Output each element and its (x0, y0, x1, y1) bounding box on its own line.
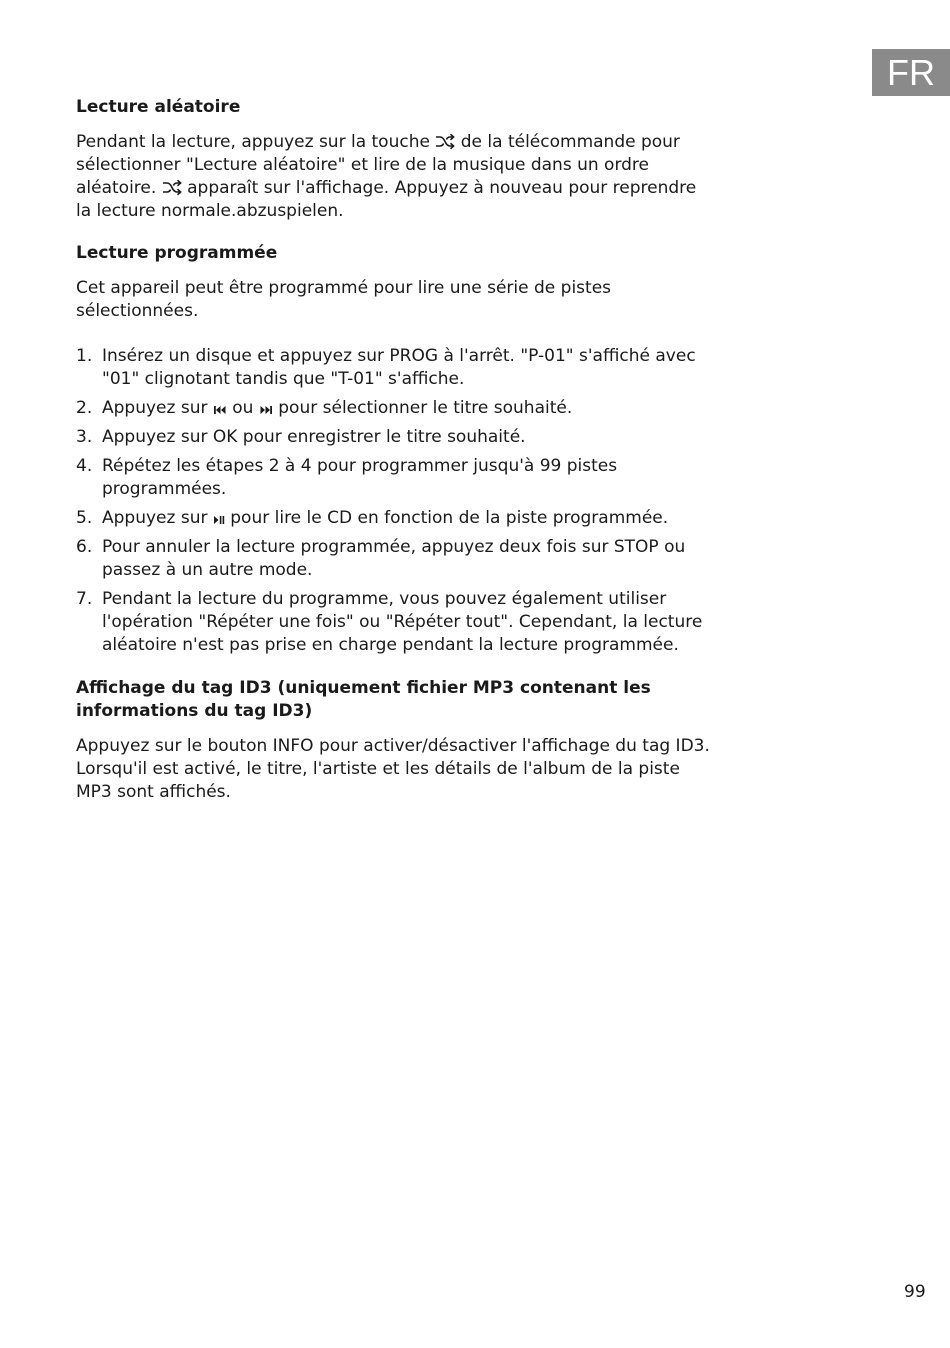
list-item (76, 345, 716, 391)
page-content (76, 95, 716, 804)
random-text-part1: Pendant la lecture, appuyez sur la touche (76, 132, 430, 152)
step-text: pour sélectionner le titre souhaité. (278, 398, 573, 418)
program-steps-list (76, 345, 716, 657)
step-text: Pour annuler la lecture programmée, appuyez deux fois sur STOP ou passez à un autre mode. (102, 537, 686, 580)
list-item (76, 426, 716, 449)
step-text: Pendant la lecture du programme, vous pouvez également utiliser l'opération "Répéter une fois" ou "Répéter tout". Cependant, la lecture aléatoire n'est pas prise en charge pendant la lecture programmée. (102, 589, 703, 655)
section-random-play (76, 96, 716, 223)
play-pause-icon (213, 514, 225, 526)
random-text-part3: apparaît sur l'affichage. Appuyez à nouveau pour reprendre la lecture normale.abzuspielen. (76, 178, 697, 221)
section-title-program: Lecture programmée (76, 243, 278, 263)
section-title-id3: Affichage du tag ID3 (uniquement fichier MP3 contenant les informations du tag ID3) (76, 678, 651, 721)
list-item (76, 507, 716, 530)
list-item (76, 588, 716, 657)
list-item (76, 397, 716, 420)
list-item (76, 455, 716, 501)
step-text: Répétez les étapes 2 à 4 pour programmer jusqu'à 99 pistes programmées. (102, 456, 618, 499)
step-number: 7. (76, 589, 93, 609)
shuffle-icon (435, 133, 455, 150)
step-number: 3. (76, 427, 93, 447)
section-programmed-play (76, 242, 716, 657)
language-tab: FR (872, 49, 950, 96)
step-text: Insérez un disque et appuyez sur PROG à l'arrêt. "P-01" s'affiché avec "01" clignotant tandis que "T-01" s'affiche. (102, 346, 696, 389)
step-number: 5. (76, 508, 93, 528)
step-text: Appuyez sur (102, 508, 208, 528)
skip-next-icon (259, 404, 273, 416)
id3-paragraph: Appuyez sur le bouton INFO pour activer/désactiver l'affichage du tag ID3. Lorsqu'il est activé, le titre, l'artiste et les détails de l'album de la piste MP3 sont affichés. (76, 736, 710, 802)
program-intro: Cet appareil peut être programmé pour lire une série de pistes sélectionnées. (76, 278, 612, 321)
page-number: 99 (904, 1282, 926, 1302)
step-text: pour lire le CD en fonction de la piste programmée. (230, 508, 669, 528)
section-id3-tag (76, 677, 716, 804)
list-item (76, 536, 716, 582)
step-number: 2. (76, 398, 93, 418)
step-text: Appuyez sur (102, 398, 208, 418)
step-number: 4. (76, 456, 93, 476)
skip-previous-icon (213, 404, 227, 416)
step-text: Appuyez sur OK pour enregistrer le titre souhaité. (102, 427, 526, 447)
section-title-random: Lecture aléatoire (76, 97, 241, 117)
random-paragraph (76, 131, 716, 223)
step-text: ou (232, 398, 254, 418)
step-number: 1. (76, 346, 93, 366)
random-text-part2: de la télécommande pour sélectionner "Lecture aléatoire" et lire de la musique dans un ordre aléatoire. (76, 132, 680, 198)
step-number: 6. (76, 537, 93, 557)
shuffle-icon (162, 179, 182, 196)
